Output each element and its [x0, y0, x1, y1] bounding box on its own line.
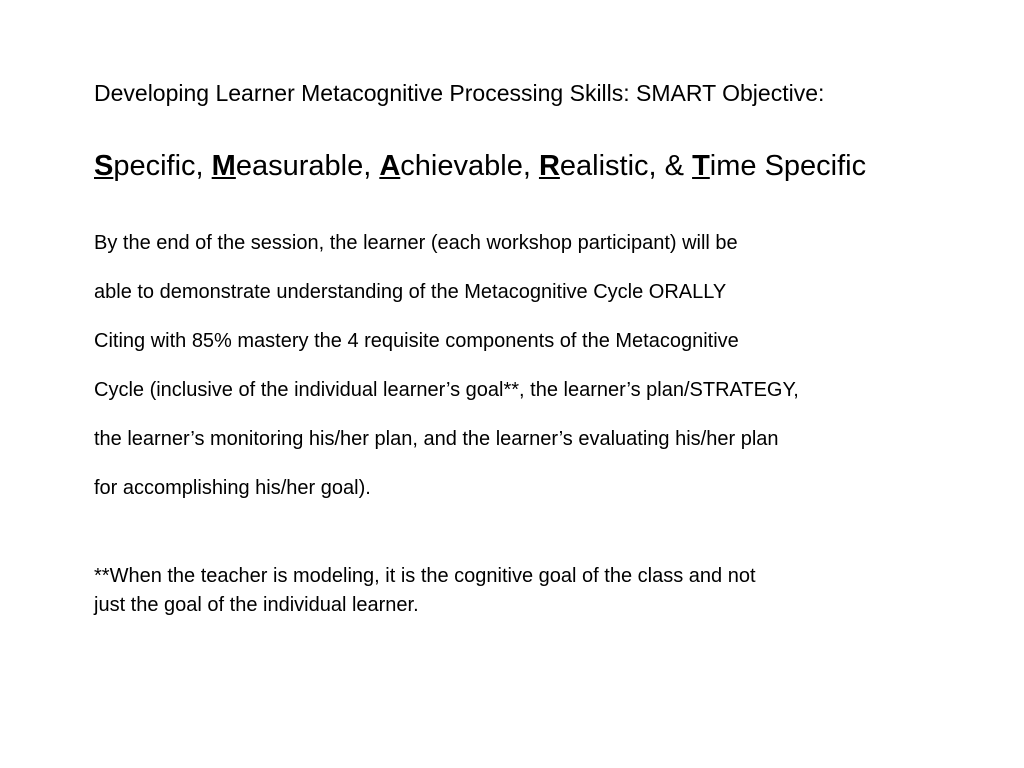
- smart-word-specific: Specific,: [94, 150, 212, 182]
- objective-line: for accomplishing his/her goal).: [94, 477, 371, 499]
- smart-word-measurable: Measurable,: [211, 150, 380, 182]
- objective-line: Citing with 85% mastery the 4 requisite components of the Metacognitive: [94, 330, 739, 352]
- smart-letter-a: A: [379, 150, 401, 182]
- footnote-line: just the goal of the individual learner.: [94, 594, 419, 616]
- smart-letter-t: T: [692, 150, 710, 182]
- smart-word-realistic: Realistic, &: [538, 150, 693, 182]
- slide-title: Developing Learner Metacognitive Processing Skills: SMART Objective:: [94, 80, 825, 106]
- smart-word-time-specific: Time Specific: [692, 150, 867, 182]
- objective-line: the learner’s monitoring his/her plan, and the learner’s evaluating his/her plan: [94, 428, 779, 450]
- objective-line: By the end of the session, the learner (each workshop participant) will be: [94, 232, 738, 254]
- objective-line: able to demonstrate understanding of the Metacognitive Cycle ORALLY: [94, 281, 727, 303]
- smart-word-achievable: Achievable,: [379, 150, 539, 182]
- smart-letter-r: R: [538, 150, 560, 182]
- smart-letter-s: S: [94, 150, 114, 182]
- smart-letter-m: M: [211, 150, 236, 182]
- objective-line: Cycle (inclusive of the individual learner’s goal**, the learner’s plan/STRATEGY,: [94, 379, 799, 401]
- footnote-line: **When the teacher is modeling, it is the cognitive goal of the class and not: [94, 565, 756, 587]
- smart-acronym-line: [94, 148, 866, 184]
